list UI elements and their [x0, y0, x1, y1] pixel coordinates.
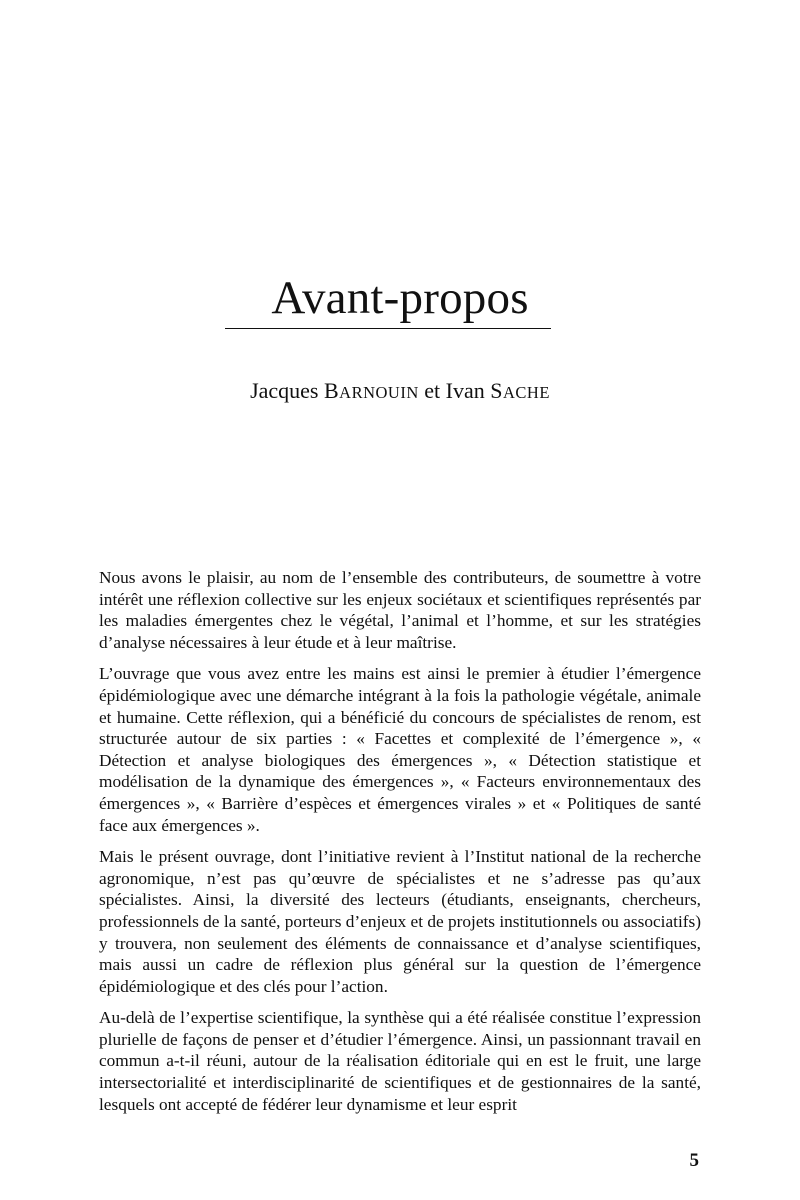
body-text	[99, 567, 701, 1125]
author1-last-name-rest: ARNOUIN	[339, 383, 419, 402]
paragraph: Mais le présent ouvrage, dont l’initiative revient à l’Institut national de la recherche agronomique, n’est pas qu’œuvre de spécialistes et ne s’adresse pas qu’aux spécialistes. Ainsi, la diversité des lecteurs (étudiants, enseignants, chercheurs, professionnels de la santé, porteurs d’enjeux et de projets institutionnels ou associatifs) y trouvera, non seulement des éléments de connaissance et d’analyse scientifiques, mais aussi un cadre de réflexion plus général sur la question de l’émergence épidémiologique et des clés pour l’action.	[99, 847, 701, 996]
author2-last-name-rest: ACHE	[503, 383, 550, 402]
paragraph: L’ouvrage que vous avez entre les mains est ainsi le premier à étudier l’émergence épidémiologique avec une démarche intégrant à la fois la pathologie végétale, animale et humaine. Cette réflexion, qui a bénéficié du concours de spécialistes de renom, est structurée autour de six parties : « Facettes et complexité de l’émergence », « Détection et analyse biologiques des émergences », « Détection statistique et modélisation de la dynamique des émergences », « Facteurs environnementaux des émergences », « Barrière d’espèces et émergences virales » et « Politiques de santé face aux émergences ».	[99, 664, 701, 835]
author2-first-name: Ivan	[445, 378, 485, 403]
paragraph: Nous avons le plaisir, au nom de l’ensemble des contributeurs, de soumettre à votre intérêt une réflexion collective sur les enjeux sociétaux et scientifiques représentés par les maladies émergentes chez le végétal, l’animal et l’homme, et sur les stratégies d’analyse nécessaires à leur étude et à leur maîtrise.	[99, 568, 701, 652]
chapter-title-block	[0, 268, 800, 328]
author1-last-name-initial: B	[323, 378, 340, 403]
authors-connector: et	[424, 378, 441, 403]
page-number: 5	[689, 1150, 699, 1171]
paragraph: Au-delà de l’expertise scientifique, la synthèse qui a été réalisée constitue l’expression plurielle de façons de penser et d’étudier l’émergence. Ainsi, un passionnant travail en commun a-t-il réuni, autour de la réalisation éditoriale qui en est le fruit, une large intersectorialité et interdisciplinarité de scientifiques et de gestionnaires de la santé, lesquels ont accepté de fédérer leur dynamisme et leur esprit	[99, 1008, 701, 1114]
author1-first-name: Jacques	[250, 378, 319, 403]
author2-last-name-initial: S	[490, 378, 503, 403]
title-underline-rule	[225, 328, 551, 329]
chapter-title: Avant-propos	[271, 272, 529, 324]
authors-line	[0, 376, 800, 408]
